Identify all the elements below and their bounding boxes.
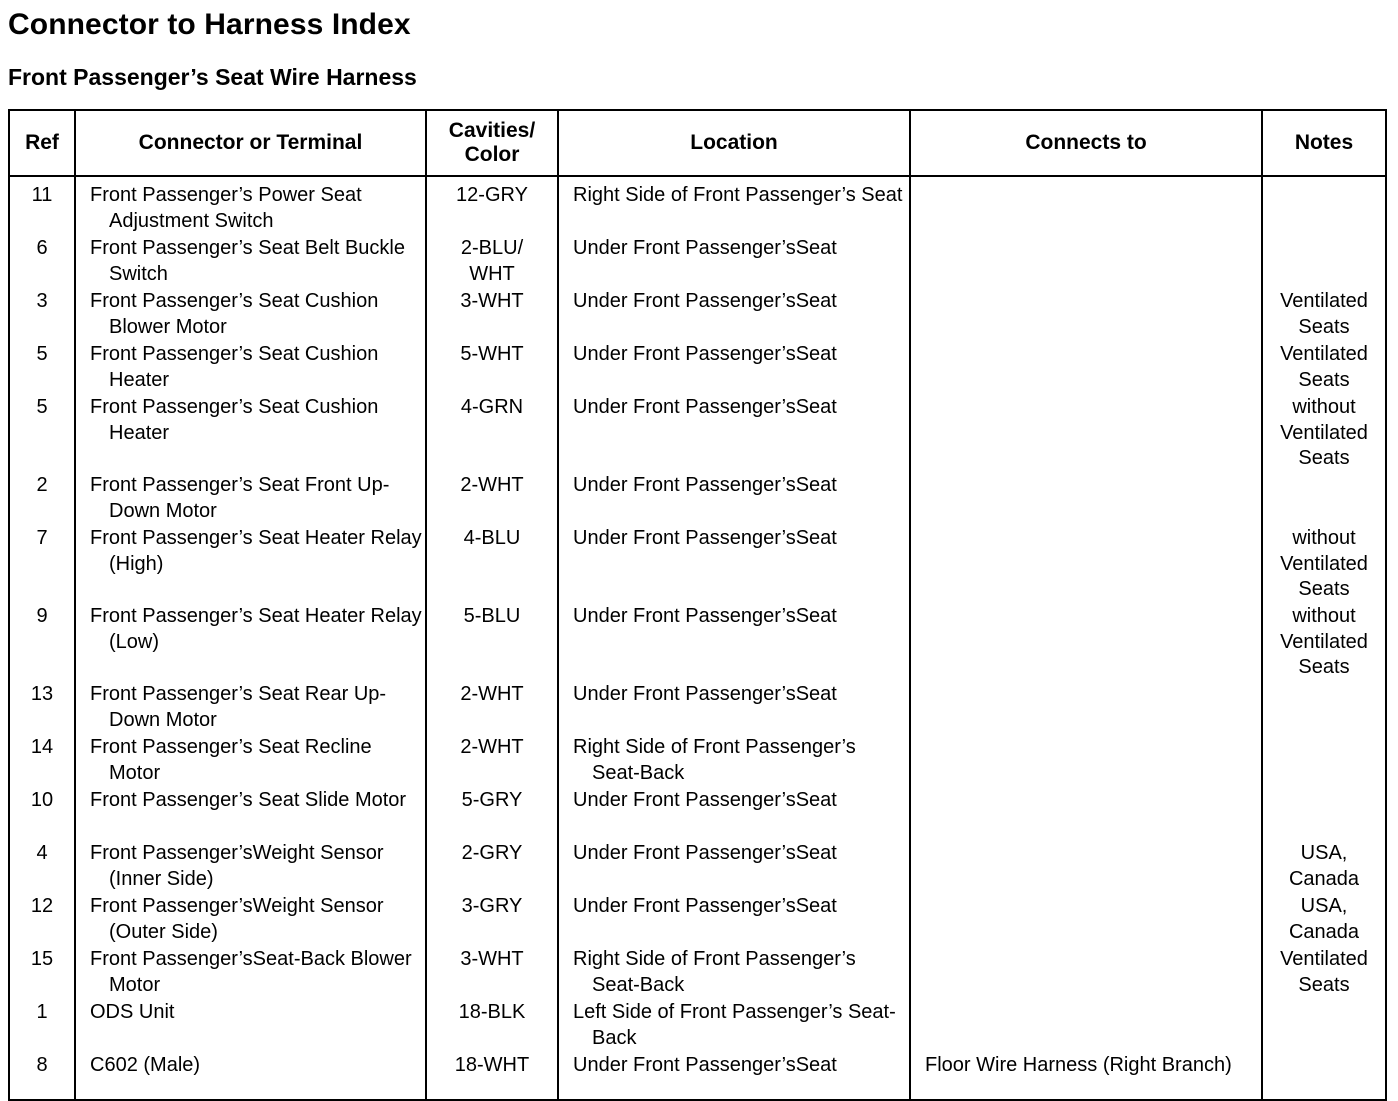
cell-location-text: Under Front Passenger’sSeat [573, 474, 837, 496]
cell-cavities-text: 3-GRY [461, 895, 523, 917]
cell-cavities [426, 526, 558, 604]
cell-cavities [426, 735, 558, 788]
cell-cavities-text: 5-BLU [463, 605, 521, 627]
cell-connects-to [910, 289, 1262, 342]
cell-connector [75, 604, 426, 682]
cell-cavities-text: 3-WHT [460, 948, 524, 970]
cell-location [558, 735, 910, 788]
cell-notes [1262, 735, 1386, 788]
cell-connector-text: Front Passenger’s Seat Belt Buckle Switch [90, 237, 405, 285]
cell-cavities-text: 2-BLU/ WHT [460, 237, 524, 285]
cell-ref-text: 13 [30, 683, 54, 705]
cell-cavities [426, 947, 558, 1000]
header-notes: Notes [1262, 110, 1386, 176]
header-connects-to: Connects to [910, 110, 1262, 176]
cell-connector [75, 788, 426, 841]
cell-connects-to [910, 735, 1262, 788]
cell-connects-to [910, 236, 1262, 289]
cell-cavities [426, 395, 558, 473]
cell-connector [75, 841, 426, 894]
cell-ref-text: 3 [36, 290, 48, 312]
cell-location [558, 342, 910, 395]
cell-location-text: Under Front Passenger’sSeat [573, 895, 837, 917]
cell-location-text: Under Front Passenger’sSeat [573, 1054, 837, 1076]
cell-cavities-text: 2-WHT [460, 683, 524, 705]
cell-ref-text: 5 [36, 396, 48, 418]
cell-connects-to [910, 841, 1262, 894]
cell-ref [9, 1053, 75, 1100]
cell-notes-text: Ventilated Seats [1280, 948, 1368, 996]
cell-cavities [426, 342, 558, 395]
cell-cavities-text: 2-WHT [460, 474, 524, 496]
table-row [9, 526, 1386, 604]
page-subtitle: Front Passenger’s Seat Wire Harness [8, 64, 417, 90]
cell-cavities-text: 5-WHT [460, 343, 524, 365]
cell-connector [75, 395, 426, 473]
table-row [9, 947, 1386, 1000]
cell-ref [9, 342, 75, 395]
cell-ref-text: 2 [36, 474, 48, 496]
cell-connects-to [910, 473, 1262, 526]
cell-connects-to [910, 894, 1262, 947]
cell-notes [1262, 894, 1386, 947]
table-row [9, 735, 1386, 788]
cell-notes [1262, 947, 1386, 1000]
cell-connector-text: Front Passenger’sSeat-Back Blower Motor [90, 948, 412, 996]
table-row [9, 176, 1386, 236]
cell-location-text: Right Side of Front Passenger’s Seat-Back [573, 736, 856, 784]
cell-connects-to-text: Floor Wire Harness (Right Branch) [925, 1054, 1232, 1076]
cell-ref-text: 9 [36, 605, 48, 627]
cell-cavities-text: 2-WHT [460, 736, 524, 758]
cell-connector [75, 947, 426, 1000]
table-row [9, 342, 1386, 395]
cell-location-text: Under Front Passenger’sSeat [573, 605, 837, 627]
table-row [9, 682, 1386, 735]
cell-connects-to [910, 1053, 1262, 1100]
cell-ref-text: 10 [30, 789, 54, 811]
cell-location [558, 841, 910, 894]
header-cavities-line2: Color [464, 143, 520, 166]
cell-ref-text: 11 [31, 184, 53, 206]
cell-cavities [426, 841, 558, 894]
cell-ref-text: 4 [36, 842, 48, 864]
cell-notes [1262, 289, 1386, 342]
cell-location-text: Under Front Passenger’sSeat [573, 343, 837, 365]
cell-notes-text: USA, Canada [1288, 842, 1360, 890]
cell-connector-text: Front Passenger’s Seat Front Up-Down Motor [90, 474, 390, 522]
cell-notes [1262, 1053, 1386, 1100]
cell-ref [9, 289, 75, 342]
cell-connector-text: Front Passenger’s Seat Slide Motor [90, 789, 407, 811]
header-cavities-line1: Cavities/ [448, 119, 536, 142]
cell-connector-text: Front Passenger’s Seat Heater Relay (High) [90, 527, 422, 575]
cell-connector-text: Front Passenger’s Power Seat Adjustment Switch [90, 184, 362, 232]
cell-location [558, 395, 910, 473]
cell-cavities [426, 176, 558, 236]
cell-connector-text: Front Passenger’sWeight Sensor (Inner Side) [90, 842, 384, 890]
table-row [9, 788, 1386, 841]
cell-connects-to [910, 788, 1262, 841]
cell-cavities-text: 2-GRY [461, 842, 523, 864]
cell-location [558, 289, 910, 342]
cell-connector [75, 176, 426, 236]
cell-connector [75, 735, 426, 788]
cell-ref [9, 473, 75, 526]
cell-ref-text: 15 [30, 948, 54, 970]
cell-notes [1262, 236, 1386, 289]
cell-connector-text: Front Passenger’s Seat Recline Motor [90, 736, 372, 784]
cell-ref-text: 1 [36, 1001, 48, 1023]
cell-location [558, 176, 910, 236]
cell-location [558, 788, 910, 841]
cell-connects-to [910, 395, 1262, 473]
cell-location-text: Right Side of Front Passenger’s Seat [573, 184, 903, 206]
cell-location [558, 526, 910, 604]
cell-notes [1262, 526, 1386, 604]
cell-cavities-text: 4-BLU [463, 527, 521, 549]
cell-location [558, 1053, 910, 1100]
cell-notes [1262, 788, 1386, 841]
cell-ref [9, 236, 75, 289]
table-header-row [9, 110, 1386, 176]
cell-ref-text: 14 [30, 736, 54, 758]
cell-connector-text: Front Passenger’s Seat Cushion Heater [90, 396, 379, 444]
cell-ref [9, 682, 75, 735]
cell-cavities-text: 18-WHT [454, 1054, 530, 1076]
cell-cavities-text: 5-GRY [461, 789, 523, 811]
header-cavities [426, 110, 558, 176]
cell-ref [9, 788, 75, 841]
cell-connector [75, 289, 426, 342]
cell-connector-text: Front Passenger’s Seat Cushion Heater [90, 343, 379, 391]
cell-location-text: Under Front Passenger’sSeat [573, 527, 837, 549]
cell-connector [75, 682, 426, 735]
cell-ref [9, 1000, 75, 1053]
cell-location-text: Under Front Passenger’sSeat [573, 683, 837, 705]
cell-connector-text: ODS Unit [90, 1001, 175, 1023]
cell-connector [75, 236, 426, 289]
cell-connector-text: Front Passenger’s Seat Heater Relay (Low) [90, 605, 422, 653]
table-row [9, 1000, 1386, 1053]
cell-connector-text: Front Passenger’s Seat Cushion Blower Motor [90, 290, 379, 338]
cell-ref [9, 947, 75, 1000]
cell-notes [1262, 176, 1386, 236]
table-row [9, 604, 1386, 682]
cell-notes [1262, 342, 1386, 395]
cell-notes-text: USA, Canada [1288, 895, 1360, 943]
cell-notes-text: without Ventilated Seats [1280, 605, 1368, 678]
cell-ref [9, 604, 75, 682]
cell-ref-text: 6 [36, 237, 48, 259]
cell-connects-to [910, 604, 1262, 682]
cell-ref [9, 894, 75, 947]
cell-cavities-text: 4-GRN [460, 396, 524, 418]
cell-ref [9, 176, 75, 236]
cell-cavities [426, 1053, 558, 1100]
cell-cavities [426, 682, 558, 735]
header-connector: Connector or Terminal [75, 110, 426, 176]
cell-notes-text: Ventilated Seats [1280, 343, 1368, 391]
cell-location [558, 473, 910, 526]
cell-connector-text: Front Passenger’sWeight Sensor (Outer Side) [90, 895, 384, 943]
cell-location [558, 894, 910, 947]
cell-location [558, 236, 910, 289]
page-title: Connector to Harness Index [8, 8, 411, 41]
cell-connector-text: C602 (Male) [90, 1054, 201, 1076]
table-row [9, 236, 1386, 289]
table-row [9, 894, 1386, 947]
cell-ref-text: 8 [36, 1054, 48, 1076]
cell-location-text: Under Front Passenger’sSeat [573, 842, 837, 864]
cell-cavities [426, 289, 558, 342]
cell-cavities [426, 1000, 558, 1053]
cell-cavities [426, 604, 558, 682]
cell-location-text: Under Front Passenger’sSeat [573, 396, 837, 418]
cell-connector [75, 1053, 426, 1100]
table-row [9, 473, 1386, 526]
cell-ref [9, 395, 75, 473]
cell-cavities [426, 788, 558, 841]
cell-connector-text: Front Passenger’s Seat Rear Up-Down Motor [90, 683, 387, 731]
cell-location-text: Under Front Passenger’sSeat [573, 237, 837, 259]
cell-cavities-text: 3-WHT [460, 290, 524, 312]
cell-connector [75, 526, 426, 604]
cell-location [558, 1000, 910, 1053]
cell-connector [75, 342, 426, 395]
table-row [9, 841, 1386, 894]
table-row [9, 1053, 1386, 1100]
cell-connects-to [910, 176, 1262, 236]
cell-notes-text: Ventilated Seats [1280, 290, 1368, 338]
cell-location-text: Left Side of Front Passenger’s Seat-Back [573, 1001, 896, 1049]
header-location: Location [558, 110, 910, 176]
header-ref: Ref [9, 110, 75, 176]
cell-location-text: Right Side of Front Passenger’s Seat-Back [573, 948, 856, 996]
cell-cavities [426, 236, 558, 289]
cell-notes [1262, 682, 1386, 735]
cell-location [558, 947, 910, 1000]
cell-notes [1262, 473, 1386, 526]
cell-notes [1262, 604, 1386, 682]
cell-connects-to [910, 682, 1262, 735]
cell-cavities-text: 12-GRY [456, 184, 528, 206]
cell-notes [1262, 1000, 1386, 1053]
cell-notes-text: without Ventilated Seats [1280, 527, 1368, 600]
cell-notes [1262, 395, 1386, 473]
cell-ref [9, 841, 75, 894]
cell-location [558, 682, 910, 735]
cell-location [558, 604, 910, 682]
table-row [9, 395, 1386, 473]
cell-ref [9, 735, 75, 788]
cell-ref-text: 5 [36, 343, 48, 365]
cell-ref-text: 7 [36, 527, 48, 549]
cell-connector [75, 1000, 426, 1053]
cell-notes-text: without Ventilated Seats [1280, 396, 1368, 469]
table-row [9, 289, 1386, 342]
cell-notes [1262, 841, 1386, 894]
cell-cavities [426, 473, 558, 526]
cell-connector [75, 894, 426, 947]
cell-connects-to [910, 526, 1262, 604]
cell-ref [9, 526, 75, 604]
cell-cavities-text: 18-BLK [458, 1001, 526, 1023]
cell-ref-text: 12 [30, 895, 54, 917]
cell-connects-to [910, 1000, 1262, 1053]
cell-connector [75, 473, 426, 526]
cell-connects-to [910, 342, 1262, 395]
harness-index-table [8, 109, 1387, 1101]
cell-location-text: Under Front Passenger’sSeat [573, 789, 837, 811]
cell-cavities [426, 894, 558, 947]
cell-connects-to [910, 947, 1262, 1000]
cell-location-text: Under Front Passenger’sSeat [573, 290, 837, 312]
